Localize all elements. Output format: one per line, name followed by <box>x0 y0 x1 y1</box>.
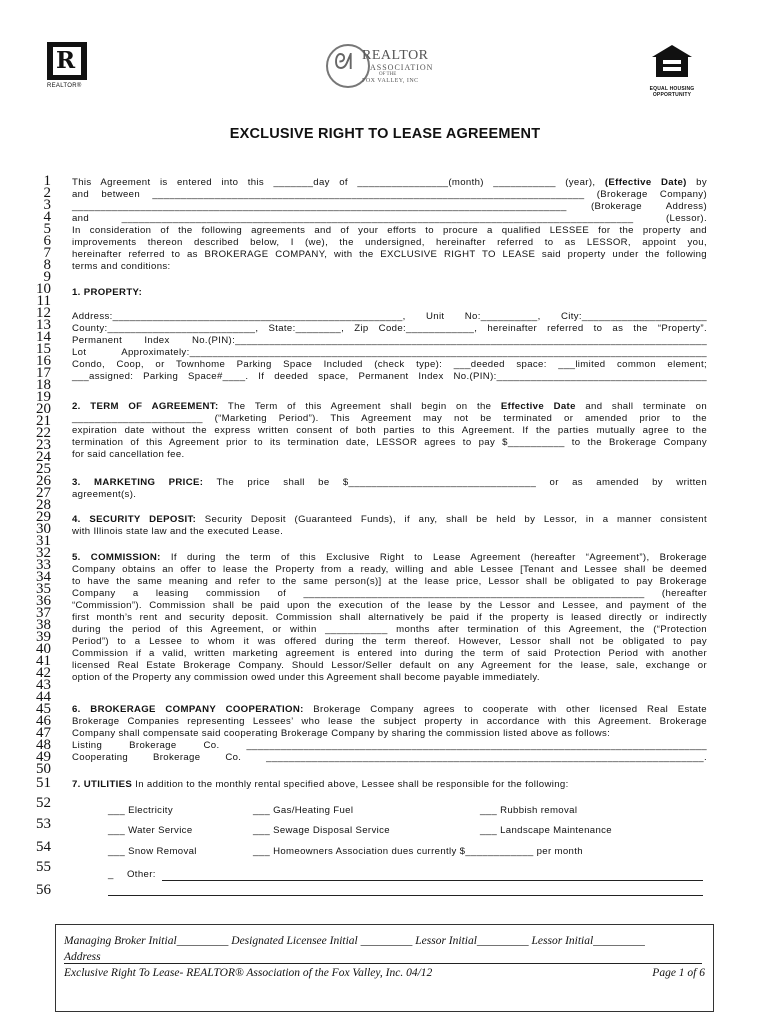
other-blank-line-2 <box>108 895 703 896</box>
equal-housing-icon <box>648 43 696 81</box>
line-number: 18 <box>36 377 51 393</box>
line-number: 34 <box>36 569 51 585</box>
realtor-logo-caption: REALTOR® <box>47 83 82 89</box>
section-5-line-11: option of the Property any commission owed under this Agreement shall become payable immediately. <box>72 672 540 683</box>
line-number: 38 <box>36 617 51 633</box>
line-number: 2 <box>43 185 51 201</box>
line-number: 14 <box>36 329 51 345</box>
line-number: 26 <box>36 473 51 489</box>
section-5-line-9: Commission if a valid, written marketing agreement is entered into during the term of said Protection Period with another <box>72 648 707 659</box>
property-parking-line: Condo, Coop, or Townhome Parking Space Included (check type): ___deeded space: ___limited common element; <box>72 359 707 370</box>
section-3-line-2: agreement(s). <box>72 489 137 500</box>
form-id-line: Exclusive Right To Lease- REALTOR® Association of the Fox Valley, Inc. 04/12 <box>64 967 433 979</box>
association-logo-line3: OF THE <box>379 72 397 77</box>
utility-electricity: ___ Electricity <box>108 805 173 816</box>
line-number: 42 <box>36 665 51 681</box>
line-number: 29 <box>36 509 51 525</box>
line-number: 16 <box>36 353 51 369</box>
intro-line-4: and __________________________________________________________________________________________ (Lessor). <box>72 213 707 224</box>
utility-sewage: ___ Sewage Disposal Service <box>253 825 390 836</box>
line-number: 37 <box>36 605 51 621</box>
property-address-line: Address:___________________________________________________, Unit No:__________, City:______________________ <box>72 311 707 322</box>
line-number: 48 <box>36 737 51 753</box>
section-2-line-1: 2. TERM OF AGREEMENT: The Term of this Agreement shall begin on the Effective Date and shall terminate on <box>72 401 708 412</box>
line-number: 35 <box>36 581 51 597</box>
property-parking-line-2: ___assigned: Parking Space#____. If deeded space, Permanent Index No.(PIN):_____________________________________ <box>72 371 707 382</box>
line-number: 24 <box>36 449 51 465</box>
section-5-line-5: “Commission”). Commission shall be paid upon the execution of the lease by the Lessor and Lessee, and payment of the <box>72 600 707 611</box>
association-logo-line2: ASSOCIATION <box>370 63 434 72</box>
cooperating-brokerage-line: Cooperating Brokerage Co. _____________________________________________________________________________. <box>72 752 707 763</box>
line-number: 53 <box>36 816 51 832</box>
utility-hoa: ___ Homeowners Association dues currently $____________ per month <box>253 846 583 857</box>
line-number: 31 <box>36 533 51 549</box>
utility-snow: ___ Snow Removal <box>108 846 197 857</box>
line-number: 10 <box>36 281 51 297</box>
equal-housing-text-2: OPPORTUNITY <box>652 92 692 98</box>
property-county-line: County:__________________________, State:________, Zip Code:____________, hereinafter referred to as the “Property”. <box>72 323 707 334</box>
intro-line-1: This Agreement is entered into this _______day of ________________(month) ___________ (year), (Effective Date) by <box>72 177 707 188</box>
line-number: 51 <box>36 775 51 791</box>
line-number: 47 <box>36 725 51 741</box>
line-number: 30 <box>36 521 51 537</box>
realtor-block-icon: R <box>47 42 87 80</box>
line-number: 17 <box>36 365 51 381</box>
line-number: 20 <box>36 401 51 417</box>
section-5-line-1: 5. COMMISSION: If during the term of this Exclusive Right to Lease Agreement (hereafter “Agreement”), Brokerage <box>72 552 707 563</box>
line-number: 46 <box>36 713 51 729</box>
page-title: EXCLUSIVE RIGHT TO LEASE AGREEMENT <box>229 126 541 142</box>
realtor-logo <box>47 42 89 92</box>
footer-box <box>55 924 714 1012</box>
line-number: 55 <box>36 859 51 875</box>
section-5-line-3: to have the same meaning and refer to the same person(s)] at the lease price, Lessor shall be obligated to pay Brokerage <box>72 576 707 587</box>
line-number: 7 <box>43 245 51 261</box>
line-number: 9 <box>43 269 51 285</box>
line-number: 1 <box>43 173 51 189</box>
section-2-line-2: _______________________ (“Marketing Period”). This Agreement may not be terminated or amended prior to the <box>72 413 707 424</box>
section-2-line-3: expiration date without the express written consent of both parties to this Agreement. If the parties mutually agree to the <box>72 425 707 436</box>
section-4-line-1: 4. SECURITY DEPOSIT: Security Deposit (Guaranteed Funds), if any, shall be held by Lessor, in a manner consistent <box>72 514 707 525</box>
section-5-line-2: Company obtains an offer to lease the Property from a ready, willing and able Lessee [Tenant and Lessee shall be deemed <box>72 564 707 575</box>
equal-housing-text-1: EQUAL HOUSING <box>649 86 695 92</box>
line-number: 28 <box>36 497 51 513</box>
line-number: 15 <box>36 341 51 357</box>
line-number: 43 <box>36 677 51 693</box>
line-number: 33 <box>36 557 51 573</box>
line-number: 41 <box>36 653 51 669</box>
line-number: 12 <box>36 305 51 321</box>
line-number: 25 <box>36 461 51 477</box>
utility-other-prefix: _ <box>108 869 114 880</box>
line-number: 23 <box>36 437 51 453</box>
intro-line-2: and between ____________________________________________________________________________ (Brokerage Company) <box>72 189 707 200</box>
page-number: Page 1 of 6 <box>652 967 705 979</box>
address-line <box>64 963 702 964</box>
line-number: 39 <box>36 629 51 645</box>
section-2-line-5: for said cancellation fee. <box>72 449 185 460</box>
line-number: 8 <box>43 257 51 273</box>
line-number: 21 <box>36 413 51 429</box>
line-number: 56 <box>36 882 51 898</box>
section-5-line-4: Company a leasing commission of ____________________________________________________________ (hereafter <box>72 588 707 599</box>
equal-housing-logo <box>648 43 696 98</box>
line-number: 6 <box>43 233 51 249</box>
property-pin-line: Permanent Index No.(PIN):___________________________________________________________________________________ <box>72 335 707 346</box>
intro-line-3: _______________________________________________________________________________________ (Brokerage Address) <box>72 201 707 212</box>
intro-line-7: hereinafter referred to as BROKERAGE COMPANY, with the EXCLUSIVE RIGHT TO LEASE said property under the following <box>72 249 707 260</box>
line-number: 36 <box>36 593 51 609</box>
section-4-line-2: with Illinois state law and the executed Lease. <box>72 526 284 537</box>
utility-gas-heating: ___ Gas/Heating Fuel <box>253 805 354 816</box>
line-number: 40 <box>36 641 51 657</box>
intro-line-6: improvements thereon described below, I (we), the undersigned, hereinafter referred to as LESSOR, appoint you, <box>72 237 707 248</box>
section-5-line-8: Period”) to a Lessee to whom it was offered during the term thereof. However, Lessor shall not be obligated to pay <box>72 636 707 647</box>
intro-line-5: In consideration of the following agreements and of your efforts to procure a qualified LESSEE for the property and <box>72 225 707 236</box>
fox-icon: ᘛ <box>334 50 353 75</box>
section-6-line-1: 6. BROKERAGE COMPANY COOPERATION: Brokerage Company agrees to cooperate with other licensed Real Estate <box>72 704 707 715</box>
line-number: 32 <box>36 545 51 561</box>
line-number: 19 <box>36 389 51 405</box>
line-number: 50 <box>36 761 51 777</box>
section-5-line-10: licensed Real Estate Brokerage Company. Should Lessor/Seller default on any Agreement for the lease, sale, exchange or <box>72 660 707 671</box>
property-lot-line: Lot Approximately:___________________________________________________________________________________________ <box>72 347 707 358</box>
association-logo-line1: REALTOR <box>362 48 429 63</box>
line-number: 44 <box>36 689 51 705</box>
line-number: 45 <box>36 701 51 717</box>
utility-rubbish: ___ Rubbish removal <box>480 805 578 816</box>
section-6-line-2: Brokerage Companies representing Lessees’ who lease the subject property in accordance with this Agreement. Brokerage <box>72 716 707 727</box>
section-6-line-3: Company shall compensate said cooperating Brokerage Company by sharing the commission listed above as follows: <box>72 728 611 739</box>
line-number: 52 <box>36 795 51 811</box>
association-logo <box>326 42 436 92</box>
address-label: Address <box>64 951 101 963</box>
line-number: 3 <box>43 197 51 213</box>
line-number: 11 <box>36 293 51 309</box>
other-blank-line <box>162 880 703 881</box>
line-number: 54 <box>36 839 51 855</box>
section-2-line-4: termination of this Agreement prior to its termination date, LESSOR agrees to pay $__________ to the Brokerage Company <box>72 437 707 448</box>
utility-landscape: ___ Landscape Maintenance <box>480 825 612 836</box>
section-5-line-6: first month’s rent and security deposit. Commission shall alternatively be paid if the property is leased directly or indirectly <box>72 612 707 623</box>
initials-line: Managing Broker Initial_________ Designated Licensee Initial _________ Lessor Initial_________ Lessor Initial_________ <box>64 935 645 947</box>
listing-brokerage-line: Listing Brokerage Co. _________________________________________________________________________________ <box>72 740 707 751</box>
utility-other-label: Other: <box>127 869 156 880</box>
section-1-title: 1. PROPERTY: <box>72 287 143 298</box>
section-5-line-7: during the period of this Agreement, or within ___________ months after termination of this Agreement, the (“Protection <box>72 624 707 635</box>
section-7-line-1: 7. UTILITIES In addition to the monthly rental specified above, Lessee shall be responsible for the following: <box>72 779 569 790</box>
intro-line-8: terms and conditions: <box>72 261 171 272</box>
section-3-line-1: 3. MARKETING PRICE: The price shall be $_________________________________ or as amended by written <box>72 477 708 488</box>
line-number: 27 <box>36 485 51 501</box>
line-number: 5 <box>43 221 51 237</box>
utility-water: ___ Water Service <box>108 825 193 836</box>
line-number: 49 <box>36 749 51 765</box>
line-number: 4 <box>43 209 51 225</box>
line-number: 22 <box>36 425 51 441</box>
association-logo-line4: FOX VALLEY, INC <box>362 78 419 84</box>
line-number: 13 <box>36 317 51 333</box>
